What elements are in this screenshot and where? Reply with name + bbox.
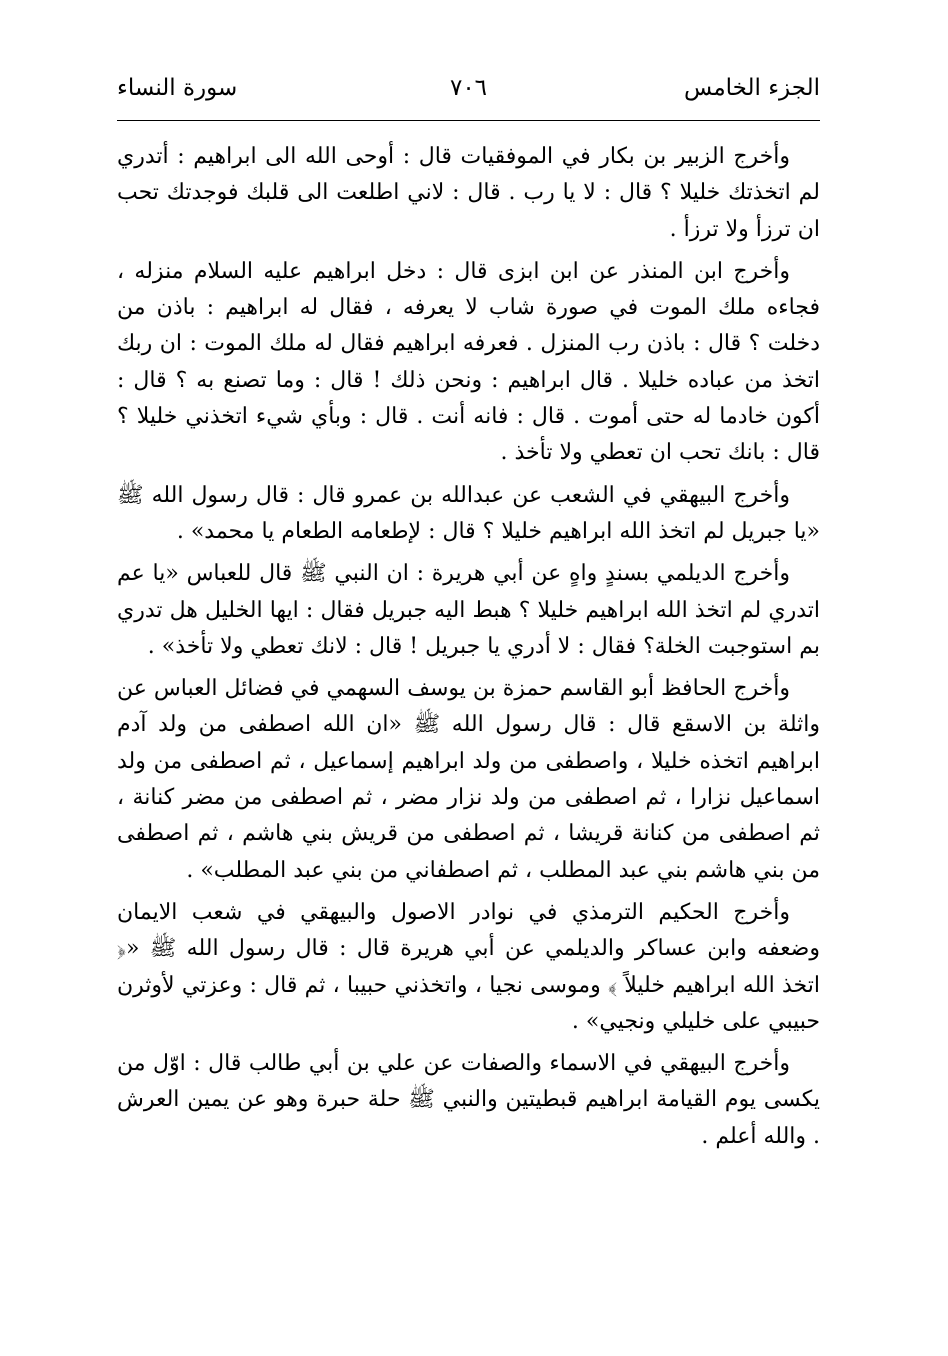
paragraph-bayhaqi-asma: وأخرج البيهقي في الاسماء والصفات عن علي بن أبي طالب قال : اوّل من يكسى يوم القيامة ابراهيم قبطيتين والنبي ﷺ حلة حبرة وهو عن يمين العرش . والله أعلم . bbox=[117, 1051, 820, 1149]
paragraph-tirmidhi: وأخرج الحكيم الترمذي في نوادر الاصول والبيهقي في شعب الايمان وضعفه وابن عساكر والديلمي عن أبي هريرة قال : قال رسول الله ﷺ «﴿ اتخذ الله ابراهيم خليلاً ﴾ وموسى نجيا ، واتخذني حبيبا ، ثم قال : وعزتي لأوثرن حبيبي على خليلي ونجيي» . bbox=[117, 899, 820, 1034]
paragraph-zubair: وأخرج الزبير بن بكار في الموفقيات قال : أوحى الله الى ابراهيم : أتدري لم اتخذتك خليلا ؟ قال : لا يا رب . قال : لاني اطلعت الى قلبك فوجدتك تحب ان ترزأ ولا ترزأ . bbox=[117, 144, 820, 242]
paragraph-ibn-almundhir: وأخرج ابن المنذر عن ابن ابزى قال : دخل ابراهيم عليه السلام منزله ، فجاءه ملك الموت في صورة شاب لا يعرفه ، فقال له ابراهيم : باذن من دخلت ؟ قال : باذن رب المنزل . فعرفه ابراهيم فقال له ملك الموت : ان ربك اتخذ من عباده خليلا . قال ابراهيم : ونحن ذلك ! قال : وما تصنع به ؟ قال : أكون خادما له حتى أموت . قال : فانه أنت . قال : وبأي شيء اتخذني خليلا ؟ قال : بانك تحب ان تعطي ولا تأخذ . bbox=[117, 258, 820, 466]
paragraph-bayhaqi-shuab: وأخرج البيهقي في الشعب عن عبدالله بن عمرو قال : قال رسول الله ﷺ «يا جبريل لم اتخذ الله ابراهيم خليلا ؟ قال : لإطعامه الطعام يا محمد» . bbox=[117, 482, 820, 544]
paragraph-sahmi: وأخرج الحافظ أبو القاسم حمزة بن يوسف السهمي في فضائل العباس عن واثلة بن الاسقع قال : قال رسول الله ﷺ «ان الله اصطفى من ولد آدم ابراهيم اتخذه خليلا ، واصطفى من ولد ابراهيم إسماعيل ، ثم اصطفى من ولد اسماعيل نزارا ، ثم اصطفى من ولد نزار مضر ، ثم اصطفى من مضر كنانة ، ثم اصطفى من كنانة قريشا ، ثم اصطفى من قريش بني هاشم ، ثم اصطفى من بني هاشم بني عبد المطلب ، ثم اصطفاني من بني عبد المطلب» . bbox=[117, 676, 820, 883]
page-number: ٧٠٦ bbox=[449, 75, 488, 101]
book-page bbox=[117, 70, 820, 1161]
part-title: الجزء الخامس bbox=[684, 75, 820, 101]
paragraph-daylami: وأخرج الديلمي بسندٍ واهٍ عن أبي هريرة : ان النبي ﷺ قال للعباس «يا عم اتدري لم اتخذ الله ابراهيم خليلا ؟ هبط اليه جبريل فقال : ايها الخليل هل تدري بم استوجبت الخلة؟ فقال : لا أدري يا جبريل ! قال : لانك تعطي ولا تأخذ» . bbox=[117, 561, 820, 659]
page-header bbox=[117, 70, 820, 106]
surah-title: سورة النساء bbox=[117, 75, 238, 101]
header-rule bbox=[117, 120, 820, 121]
